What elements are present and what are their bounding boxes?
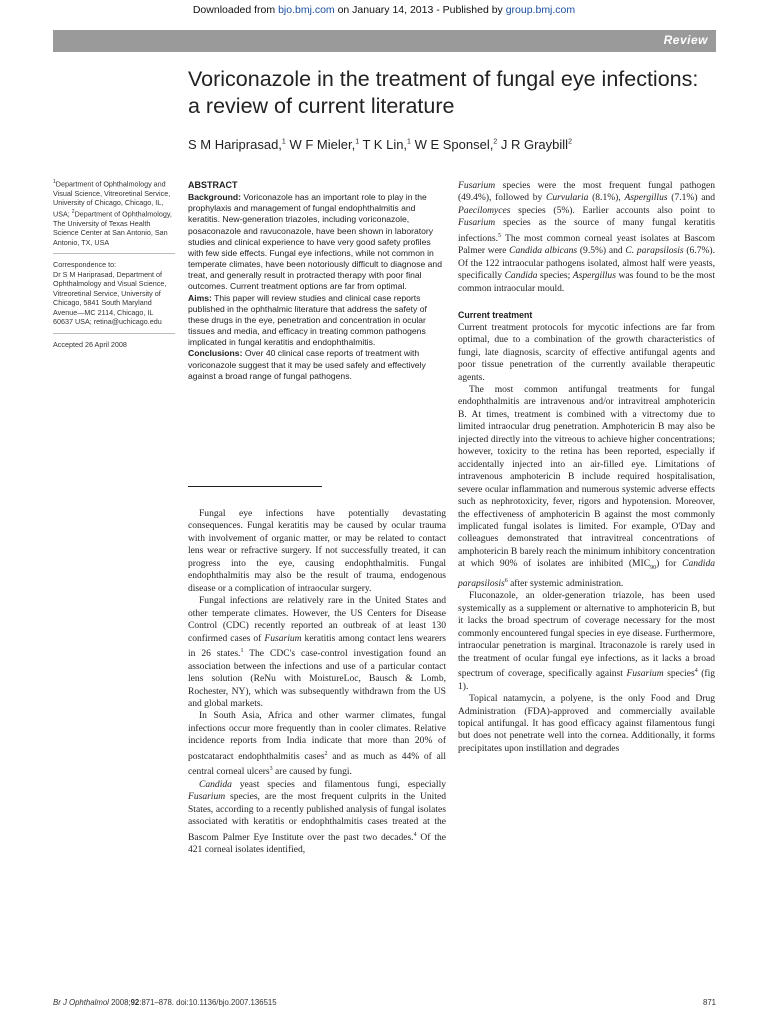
body-column-right xyxy=(458,180,715,755)
abstract-heading: ABSTRACT xyxy=(188,180,238,190)
correspondence-label: Correspondence to: xyxy=(53,260,117,270)
page-number: 871 xyxy=(702,998,716,1007)
abstract-conclusions: Conclusions: Over 40 clinical case reports of treatment with voriconazole suggest that it may be used safely and effectively against a broad range of fungal pathogens. xyxy=(188,348,426,381)
body-paragraph: In South Asia, Africa and other warmer climates, fungal infections occur more frequently than in cooler climates. Relative incidence reports from India indicate that more than 20% of postcataract endophthalmitis cases$^2$ and as much as 44% of all central corneal ulcers$^3$ are caused by fungi. xyxy=(188,710,446,778)
download-middle: on January 14, 2013 - Published by xyxy=(334,4,506,16)
section-label: Review xyxy=(663,33,708,47)
article-title: Voriconazole in the treatment of fungal eye infections: a review of current literature xyxy=(188,67,699,118)
download-prefix: Downloaded from xyxy=(192,4,279,16)
abstract-background: Background: Voriconazole has an important role to play in the prophylaxis and management of fungal endophthalmitis and keratitis. New-generation triazoles, including voriconazole, posaconazole and ravuconazole, have been shown in laboratory studies and clinical experience to have very good safety profiles with few side effects. Fungal eye infections, while not common in temperate climates, have been notoriously difficult to diagnose and treat, and generally result in protracted therapy with poor final outcomes. Current treatment options are far from optimal. xyxy=(188,192,442,292)
body-paragraph: Current treatment protocols for mycotic infections are far from optimal, due to a combination of the growth characteristics of fungi, late diagnosis, scarcity of effective antifungal agents and poor tissue penetration of the currently available therapeutic agents. xyxy=(458,321,715,383)
page-footer xyxy=(53,998,716,1007)
sidebar-divider xyxy=(53,253,175,254)
author: T K Lin,$^1$ xyxy=(362,137,411,152)
author: W E Sponsel,$^2$ xyxy=(414,137,498,152)
abstract-divider xyxy=(188,486,322,487)
correspondence: Dr S M Hariprasad, Department of Ophthalmology and Visual Science, Vitreoretinal Service, University of Chicago, 5841 South Maryland Avenue—MC 2114, Chicago, IL 60637 USA; retina@uchicago.edu xyxy=(53,269,167,327)
group-bmj-link[interactable]: group.bmj.com xyxy=(505,4,576,16)
abstract-aims: Aims: This paper will review studies and clinical case reports published in the ophthalmic literature that address the safety of these drugs in the eye, penetration and concentration in ocular tissues and media, and efficacy in treating common pathogens implicated in fungal keratitis and endophthalmitis. xyxy=(188,292,427,348)
body-paragraph: Fungal infections are relatively rare in the United States and other temperate climates. However, the US Centers for Disease Control (CDC) recently reported an outbreak of at least 130 confirmed cases of Fusarium keratitis among contact lens wearers in 26 states.$^1$ The CDC's case-control investigation found an association between the infections and use of a particular contact lens solution (ReNu with MoistureLoc, Bausch & Lomb, Rochester, NY), which was subsequently withdrawn from the US and global markets. xyxy=(188,595,447,709)
sidebar-notes xyxy=(53,178,175,349)
body-column-left xyxy=(188,508,446,857)
author-list xyxy=(188,137,708,152)
abstract xyxy=(188,180,446,382)
body-paragraph: Fungal eye infections have potentially devastating consequences. Fungal keratitis may be caused by ocular trauma with involvement of organic matter, or may be related to contact lens wear or refractive surgery. If not successfully treated, it can progress into the eye, causing endophthalmitis. Fungal endophthalmitis may also be the result of trauma, endogenous disease or a complication of intraocular surgery. xyxy=(188,508,446,594)
body-paragraph: Topical natamycin, a polyene, is the only Food and Drug Administration (FDA)-approved and commercially available topical antifungal. It has good efficacy against filamentous fungi but does not penetrate well into the cornea. Additionally, it forms precipitates upon instillation and degrades xyxy=(458,693,715,754)
body-paragraph: Candida yeast species and filamentous fungi, especially Fusarium species, are the most frequent culprits in the United States, according to a recently published analysis of fungal isolates associated with keratitis or endophthalmitis cases treated at the Bascom Palmer Eye Institute over the past two decades.$^4$ Of the 421 corneal isolates identified, xyxy=(188,779,446,856)
author: S M Hariprasad,$^1$ xyxy=(188,137,286,152)
download-notice xyxy=(0,4,768,16)
bjo-link[interactable]: bjo.bmj.com xyxy=(278,4,335,16)
body-paragraph: The most common antifungal treatments for fungal endophthalmitis are intravenous and/or intravitreal amphotericin B. At times, treatment is combined with a vitrectomy due to limited intraocular drug penetration. Amphotericin B may also be injected directly into the vitreous to achieve higher concentrations; however, toxicity to the retina has been reported, especially if accidentally injected into an air-filled eye. Limitations of intravenous amphotericin B include required hospitalisation, severe ocular inflammation and numerous systemic adverse effects such as nephrotoxicity, fever, rigors and hypotension. Moreover, the effectiveness of amphotericin B against the most commonly implicated fungal isolates is limited. For example, O'Day and colleagues demonstrated that intravitreal concentrations of amphotericin B barely reach the minimum inhibitory concentration at which 90% of isolates are inhibited $(MIC_{90})$ for Candida parapsilosis$^6$ after systemic administration. xyxy=(458,383,715,589)
sidebar-divider xyxy=(53,333,175,334)
author: J R Graybill$^2$ xyxy=(500,137,572,152)
accepted-date: Accepted 26 April 2008 xyxy=(53,339,127,349)
body-paragraph: Fluconazole, an older-generation triazole, has been used systemically as a supplement or alternative to amphotericin B, but it lacks the broad spectrum of coverage necessary for the most commonly encountered fungal species in eye disease. Furthermore, intraocular penetration is marginal. Itraconazole is rarely used in the treatment of ocular fungal eye infections, as it lacks a broad spectrum of coverage, specifically against Fusarium species$^4$ (fig 1). xyxy=(458,590,715,692)
affiliations: $^1$Department of Ophthalmology and Visual Science, Vitreoretinal Service, University of Chicago, Chicago, IL, USA; $^2$Department of Ophthalmology, The University of Texas Health Science Center at San Antonio, San Antonio, TX, USA xyxy=(53,179,172,247)
body-paragraph: Fusarium species were the most frequent fungal pathogen (49.4%), followed by Curvularia (8.1%), Aspergillus (7.1%) and Paecilomyces species (5%). Earlier accounts also point to Fusarium species as the source of many fungal keratitis infections.$^5$ The most common corneal yeast isolates at Bascom Palmer were Candida albicans (9.5%) and C. parapsilosis (6.7%). Of the 122 intraocular pathogens isolated, almost half were yeasts, specifically Candida species; Aspergillus was found to be the most common intraocular mould. xyxy=(458,180,716,294)
citation: Br J Ophthalmol 2008;92:871–878. doi:10.1136/bjo.2007.136515 xyxy=(53,998,277,1007)
section-banner xyxy=(53,30,716,52)
section-heading-current-treatment: Current treatment xyxy=(458,310,533,321)
author: W F Mieler,$^1$ xyxy=(289,137,360,152)
